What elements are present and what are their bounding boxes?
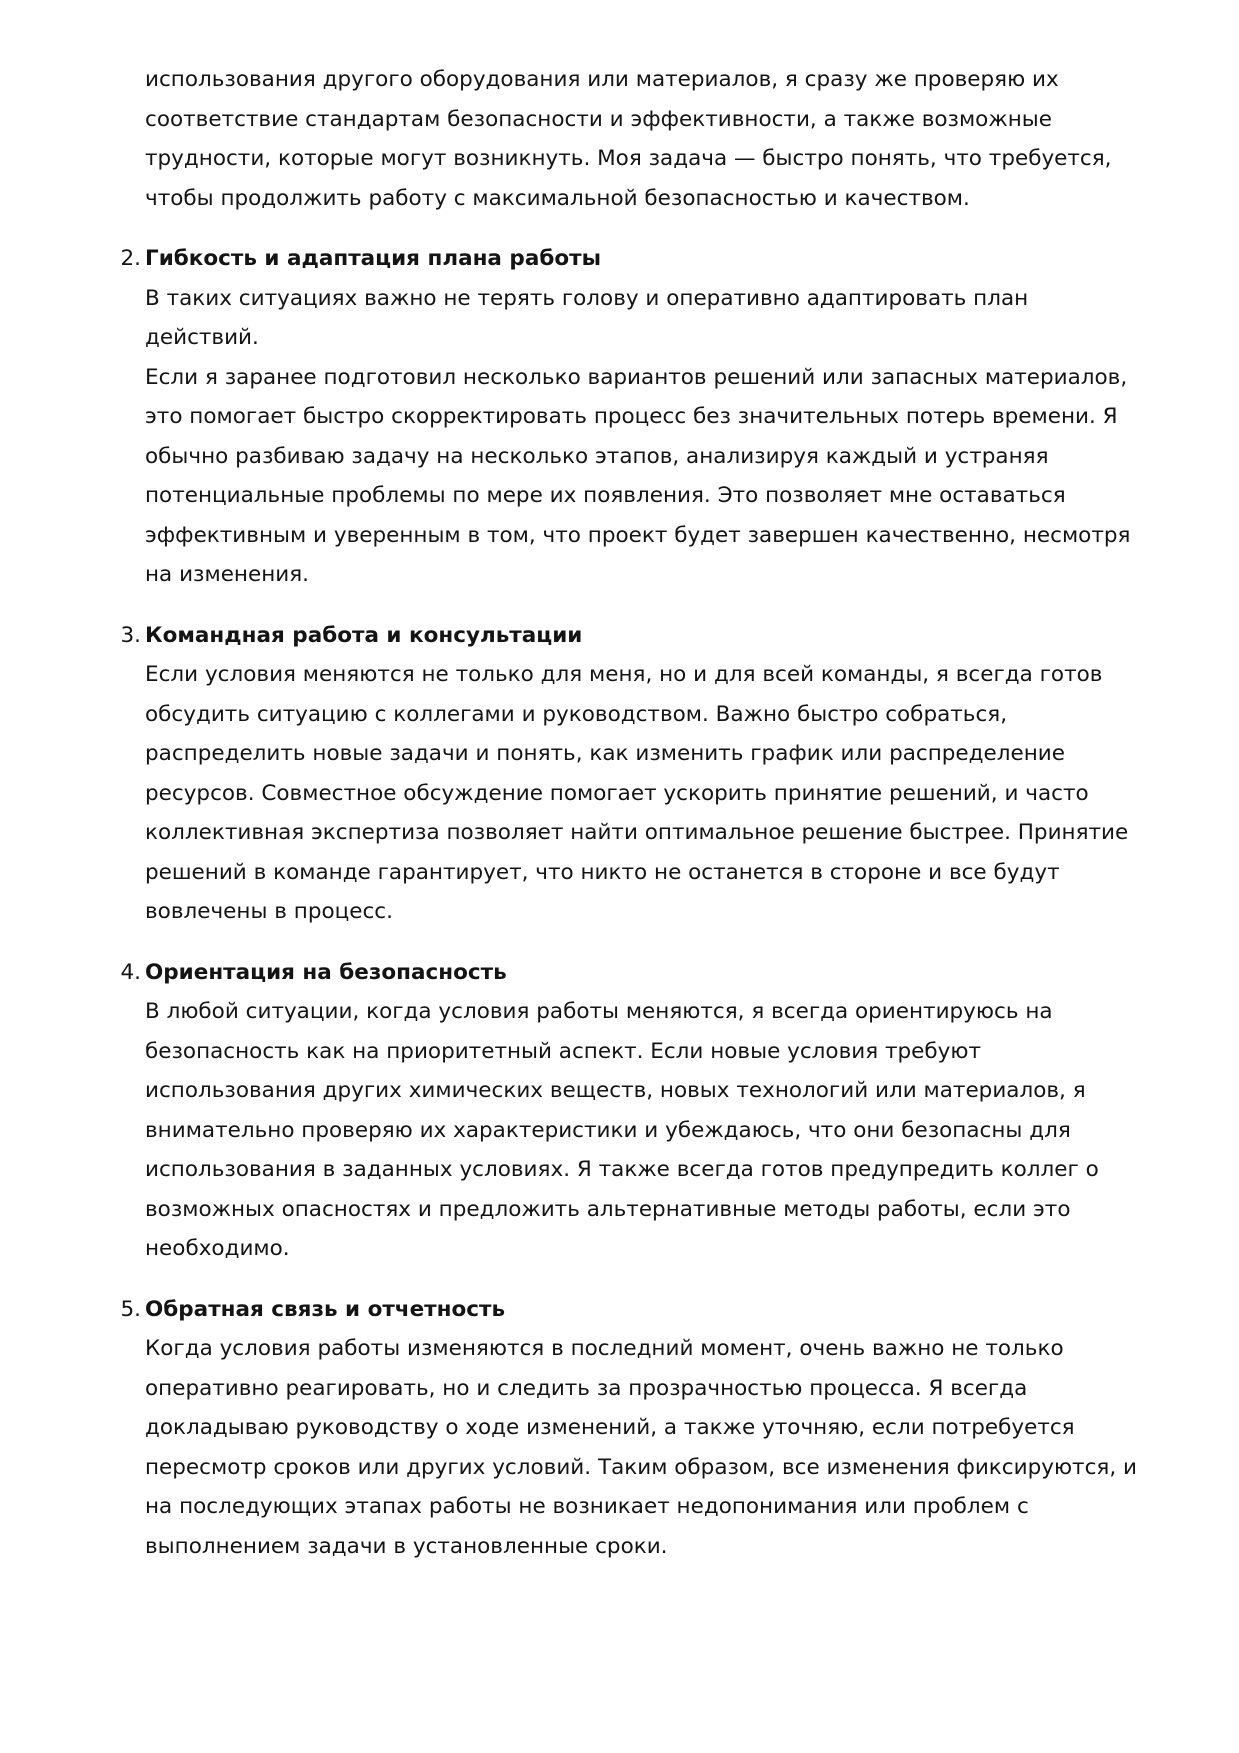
list-item-number: 2. (120, 246, 141, 271)
text-line: выполнением задачи в установленные сроки. (145, 1533, 668, 1559)
list-item (120, 616, 1145, 932)
text-line: трудности, которые могут возникнуть. Моя задача — быстро понять, что требуется, (145, 146, 1112, 171)
text-line: возможных опасностях и предложить альтернативные методы работы, если это (145, 1196, 1071, 1222)
list-item-number: 5. (120, 1296, 141, 1322)
text-line: на изменения. (145, 562, 310, 587)
list-item-body (145, 992, 1145, 1269)
list-item (120, 239, 1145, 595)
text-line: оперативно реагировать, но и следить за прозрачностью процесса. Я всегда (145, 1375, 1028, 1401)
text-line: вовлечены в процесс. (145, 899, 393, 924)
list-item-number: 3. (120, 622, 141, 648)
text-line: это помогает быстро скорректировать процесс без значительных потерь времени. Я (145, 404, 1118, 429)
list-item (120, 1290, 1145, 1567)
text-line: необходимо. (145, 1236, 290, 1261)
text-line: распределить новые задачи и понять, как изменить график или распределение (145, 741, 1065, 766)
list-item-body (145, 1329, 1145, 1566)
list-item-title: Гибкость и адаптация плана работы (145, 246, 602, 271)
text-line: В таких ситуациях важно не терять голову и оперативно адаптировать план действий. (145, 285, 1029, 350)
text-line: соответствие стандартам безопасности и эффективности, а также возможные (145, 106, 1052, 132)
list-item-title: Ориентация на безопасность (145, 959, 507, 985)
text-line: докладываю руководству о ходе изменений, а также уточняю, если потребуется (145, 1415, 1075, 1440)
list-item (120, 953, 1145, 1269)
text-line: коллективная экспертиза позволяет найти оптимальное решение быстрее. Принятие (145, 820, 1129, 845)
list-item-body (145, 279, 1145, 595)
text-line: Когда условия работы изменяются в последний момент, очень важно не только (145, 1336, 1064, 1361)
numbered-list (0, 239, 1239, 1566)
intro-paragraph (145, 60, 1145, 218)
text-line: внимательно проверяю их характеристики и убеждаюсь, что они безопасны для (145, 1117, 1071, 1143)
text-line: Если условия меняются не только для меня, но и для всей команды, я всегда готов (145, 662, 1103, 687)
list-item-title: Командная работа и консультации (145, 622, 583, 648)
text-line: обсудить ситуацию с коллегами и руководством. Важно быстро собраться, (145, 701, 1008, 727)
text-line: ресурсов. Совместное обсуждение помогает ускорить принятие решений, и часто (145, 780, 1089, 806)
list-item-title: Обратная связь и отчетность (145, 1296, 506, 1322)
list-item-number: 4. (120, 959, 141, 985)
text-line: Если я заранее подготовил несколько вариантов решений или запасных материалов, (145, 364, 1128, 390)
text-line: использования в заданных условиях. Я также всегда готов предупредить коллег о (145, 1157, 1099, 1182)
text-line: пересмотр сроков или других условий. Таким образом, все изменения фиксируются, и (145, 1454, 1137, 1480)
text-line: использования другого оборудования или материалов, я сразу же проверяю их (145, 67, 1059, 92)
text-line: решений в команде гарантирует, что никто не останется в стороне и все будут (145, 859, 1060, 885)
text-line: на последующих этапах работы не возникает недопонимания или проблем с (145, 1494, 1029, 1519)
text-line: обычно разбиваю задачу на несколько этапов, анализируя каждый и устраняя (145, 443, 1049, 469)
text-line: чтобы продолжить работу с максимальной безопасностью и качеством. (145, 185, 970, 211)
list-item-body (145, 655, 1145, 932)
text-line: безопасность как на приоритетный аспект. Если новые условия требуют (145, 1038, 981, 1064)
text-line: использования других химических веществ, новых технологий или материалов, я (145, 1078, 1086, 1103)
text-line: В любой ситуации, когда условия работы меняются, я всегда ориентируюсь на (145, 999, 1053, 1024)
text-line: эффективным и уверенным в том, что проект будет завершен качественно, несмотря (145, 522, 1131, 548)
text-line: потенциальные проблемы по мере их появления. Это позволяет мне оставаться (145, 483, 1066, 508)
